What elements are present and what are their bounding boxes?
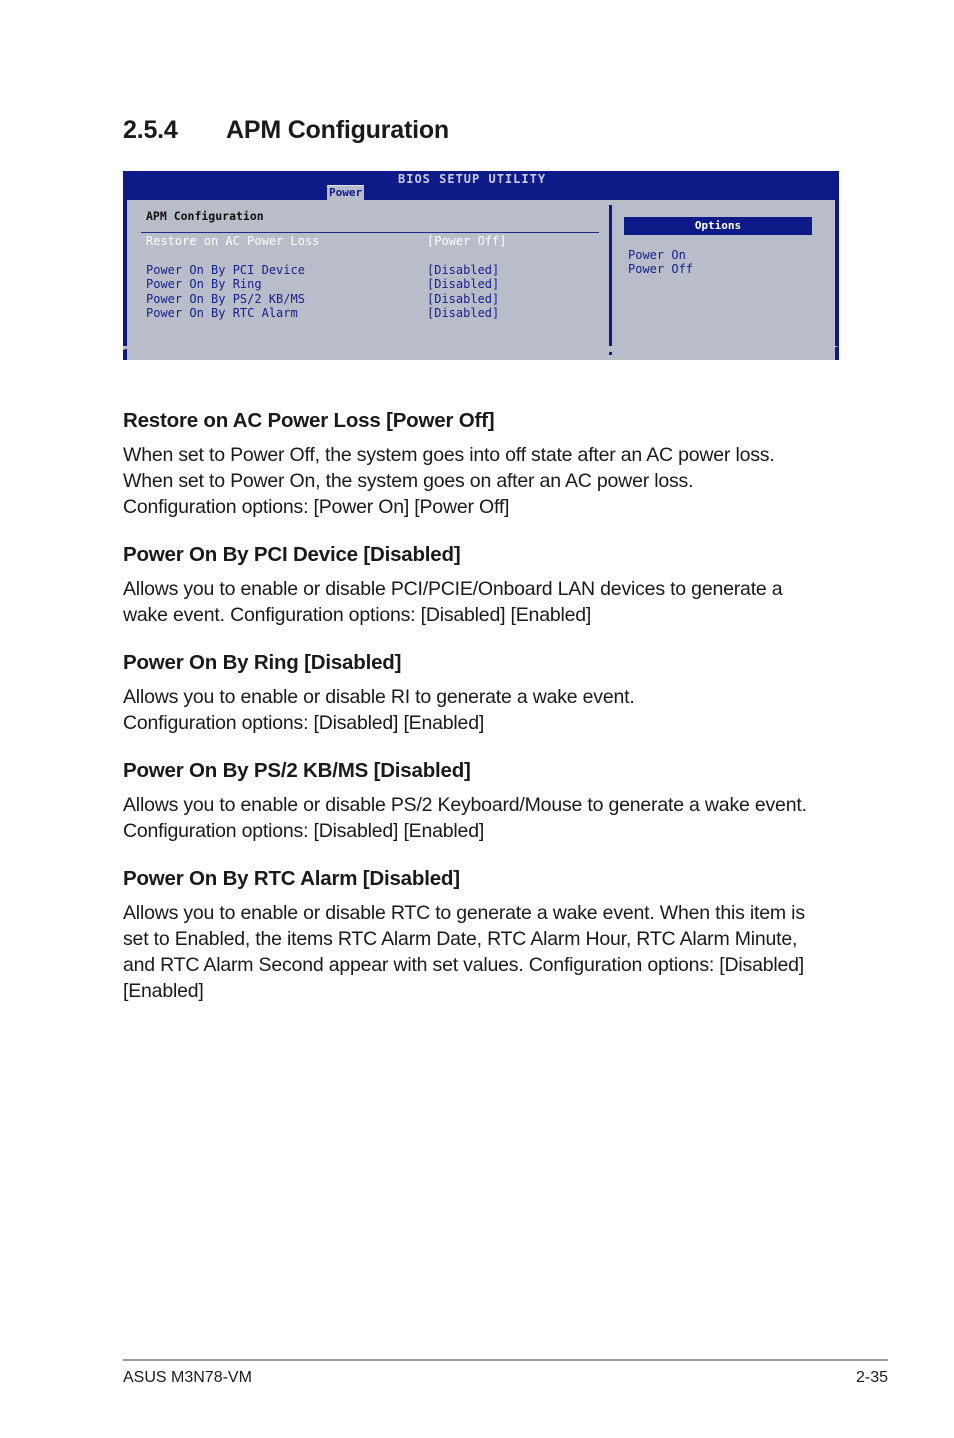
desc-line: [Enabled]	[123, 980, 204, 1002]
options-header: Options	[624, 217, 812, 235]
bios-body	[123, 200, 839, 360]
desc-line: Allows you to enable or disable PS/2 Keyboard/Mouse to generate a wake event.	[123, 794, 807, 816]
bios-title: BIOS SETUP UTILITY	[398, 172, 547, 186]
bios-item-pci-device[interactable]	[146, 263, 499, 278]
option-power-on[interactable]: Power On	[628, 248, 686, 262]
heading-pci-device: Power On By PCI Device [Disabled]	[123, 543, 461, 566]
bios-item-value: [Disabled]	[427, 306, 500, 320]
footer-rule	[123, 1359, 888, 1361]
bios-screenshot	[123, 171, 839, 383]
desc-line: Configuration options: [Disabled] [Enabled]	[123, 712, 485, 734]
desc-rtc-alarm	[123, 900, 833, 1004]
bios-panel-divider	[609, 205, 612, 355]
section-number: 2.5.4	[123, 116, 178, 144]
desc-line: Allows you to enable or disable RI to generate a wake event.	[123, 686, 635, 708]
desc-line: wake event. Configuration options: [Disabled] [Enabled]	[123, 604, 592, 626]
heading-restore-ac: Restore on AC Power Loss [Power Off]	[123, 409, 495, 432]
bios-item-ring[interactable]	[146, 277, 499, 292]
section-title-text: APM Configuration	[226, 116, 449, 144]
desc-line: and RTC Alarm Second appear with set values. Configuration options: [Disabled]	[123, 954, 805, 976]
desc-line: Allows you to enable or disable PCI/PCIE/Onboard LAN devices to generate a	[123, 578, 783, 600]
bios-item-label: Power On By PS/2 KB/MS	[146, 292, 305, 306]
bios-rule	[141, 232, 599, 233]
option-power-off[interactable]: Power Off	[628, 262, 694, 276]
desc-restore-ac	[123, 442, 833, 520]
bios-item-value: [Disabled]	[427, 292, 500, 306]
desc-line: set to Enabled, the items RTC Alarm Date, RTC Alarm Hour, RTC Alarm Minute,	[123, 928, 798, 950]
bios-item-restore-ac[interactable]	[146, 234, 506, 249]
bios-menu-heading: APM Configuration	[146, 209, 264, 223]
bios-item-value: [Power Off]	[427, 234, 507, 248]
bios-item-value: [Disabled]	[427, 277, 500, 291]
desc-line: Configuration options: [Power On] [Power Off]	[123, 496, 510, 518]
bios-title-bar	[123, 171, 839, 200]
desc-line: Allows you to enable or disable RTC to generate a wake event. When this item is	[123, 902, 805, 924]
bios-item-label: Restore on AC Power Loss	[146, 234, 320, 248]
footer-product: ASUS M3N78-VM	[123, 1369, 252, 1386]
bios-item-rtc-alarm[interactable]	[146, 306, 499, 321]
desc-ring	[123, 684, 833, 736]
bios-tab-power[interactable]: Power	[329, 186, 363, 199]
bios-item-label: Power On By PCI Device	[146, 263, 305, 277]
bios-item-label: Power On By Ring	[146, 277, 262, 291]
desc-line: When set to Power On, the system goes on after an AC power loss.	[123, 470, 694, 492]
desc-line: Configuration options: [Disabled] [Enabled]	[123, 820, 485, 842]
desc-pci-device	[123, 576, 833, 628]
heading-ring: Power On By Ring [Disabled]	[123, 651, 402, 674]
footer-page-number: 2-35	[855, 1369, 888, 1386]
bios-item-label: Power On By RTC Alarm	[146, 306, 298, 320]
desc-ps2	[123, 792, 833, 844]
bios-item-ps2[interactable]	[146, 292, 499, 307]
heading-rtc-alarm: Power On By RTC Alarm [Disabled]	[123, 867, 460, 890]
desc-line: When set to Power Off, the system goes into off state after an AC power loss.	[123, 444, 775, 466]
bios-item-value: [Disabled]	[427, 263, 500, 277]
torn-edge	[123, 346, 839, 383]
section-title	[123, 116, 449, 145]
heading-ps2: Power On By PS/2 KB/MS [Disabled]	[123, 759, 471, 782]
